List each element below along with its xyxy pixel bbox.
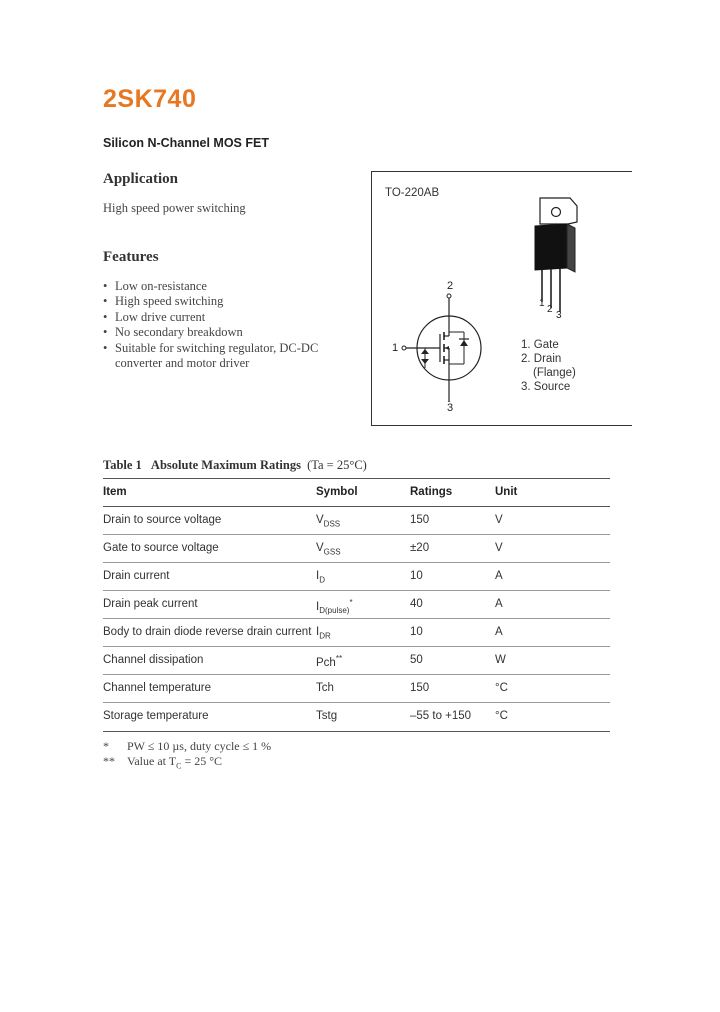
feature-item: • Suitable for switching regulator, DC-DC converter and motor driver: [103, 341, 330, 372]
cell-symbol: Tstg: [316, 710, 338, 722]
cell-rating: 40: [410, 598, 423, 610]
lead-label-2: 2: [547, 304, 553, 315]
table-rule: [103, 618, 610, 619]
cell-unit: V: [495, 514, 503, 526]
note-mark: *: [103, 739, 109, 753]
lead-label-1: 1: [539, 298, 545, 309]
table-rule: [103, 731, 610, 732]
lead-label-3: 3: [556, 310, 562, 321]
pin-legend: [521, 338, 576, 394]
cell-unit: W: [495, 654, 506, 666]
table-rule: [103, 590, 610, 591]
cell-unit: A: [495, 570, 503, 582]
table-caption-label: Table 1: [103, 458, 142, 472]
cell-rating: 10: [410, 626, 423, 638]
feature-item: • High speed switching: [103, 294, 345, 309]
note-text: Value at $T_C = 25$ °C: [127, 754, 223, 771]
cell-symbol: $V_{DSS}$: [316, 514, 341, 529]
cell-rating: 50: [410, 654, 423, 666]
feature-item: • No secondary breakdown: [103, 325, 345, 340]
cell-item: Body to drain diode reverse drain current: [103, 626, 312, 638]
cell-rating: ±20: [410, 542, 430, 554]
header-unit: Unit: [495, 486, 518, 498]
cell-rating: 150: [410, 514, 430, 526]
part-number-title: 2SK740: [103, 85, 197, 113]
cell-item: Drain current: [103, 570, 170, 582]
cell-symbol: $I_D$: [316, 570, 325, 585]
cell-item: Channel dissipation: [103, 654, 204, 666]
cell-symbol: Pch**: [316, 654, 343, 669]
mosfet-symbol-icon: [392, 292, 492, 402]
table-rule: [103, 646, 610, 647]
pin-label-3: 3: [447, 402, 454, 414]
to220-package-icon: [522, 192, 582, 317]
feature-item: • Low on-resistance: [103, 279, 345, 294]
cell-symbol: $V_{GSS}$: [316, 542, 341, 557]
cell-item: Gate to source voltage: [103, 542, 219, 554]
pin-legend-source: 3. Source: [521, 381, 571, 393]
pin-legend-flange: (Flange): [533, 367, 576, 379]
cell-unit: A: [495, 626, 503, 638]
cell-rating: 150: [410, 682, 430, 694]
cell-item: Channel temperature: [103, 682, 212, 694]
table-rule: [103, 478, 610, 479]
table-rule: [103, 506, 610, 507]
table-caption-title: Absolute Maximum Ratings: [150, 458, 301, 472]
application-text: High speed power switching: [103, 201, 246, 215]
package-name: TO-220AB: [385, 187, 440, 199]
cell-item: Storage temperature: [103, 710, 209, 722]
cell-unit: V: [495, 542, 503, 554]
note-text: PW ≤ 10 µs, duty cycle ≤ 1 %: [127, 739, 272, 753]
header-symbol: Symbol: [316, 486, 358, 498]
table-caption: [103, 458, 367, 473]
table-rule: [103, 702, 610, 703]
cell-symbol: $I_{D(pulse)}^*$: [316, 598, 353, 616]
table-caption-condition: (Ta = 25°C): [307, 458, 367, 472]
cell-rating: 10: [410, 570, 423, 582]
cell-symbol: Tch: [316, 682, 334, 694]
header-item: Item: [103, 486, 127, 498]
feature-item: • Low drive current: [103, 310, 345, 325]
cell-unit: °C: [495, 682, 508, 694]
cell-symbol: $I_{DR}$: [316, 626, 331, 641]
table-rule: [103, 562, 610, 563]
table-rule: [103, 534, 610, 535]
pin-legend-gate: 1. Gate: [521, 339, 559, 351]
package-diagram-box: [371, 171, 632, 426]
pin-legend-drain: 2. Drain: [521, 353, 562, 365]
cell-unit: °C: [495, 710, 508, 722]
header-ratings: Ratings: [410, 486, 453, 498]
cell-item: Drain peak current: [103, 598, 198, 610]
cell-item: Drain to source voltage: [103, 514, 222, 526]
device-subtitle: Silicon N-Channel MOS FET: [103, 136, 269, 150]
cell-unit: A: [495, 598, 503, 610]
features-heading: Features: [103, 249, 159, 265]
features-list: [103, 279, 345, 371]
application-heading: Application: [103, 171, 179, 187]
pin-label-2: 2: [447, 280, 454, 292]
cell-rating: –55 to +150: [410, 710, 472, 722]
table-rule: [103, 674, 610, 675]
note-mark: **: [103, 754, 115, 768]
pin-label-1: 1: [392, 342, 399, 354]
